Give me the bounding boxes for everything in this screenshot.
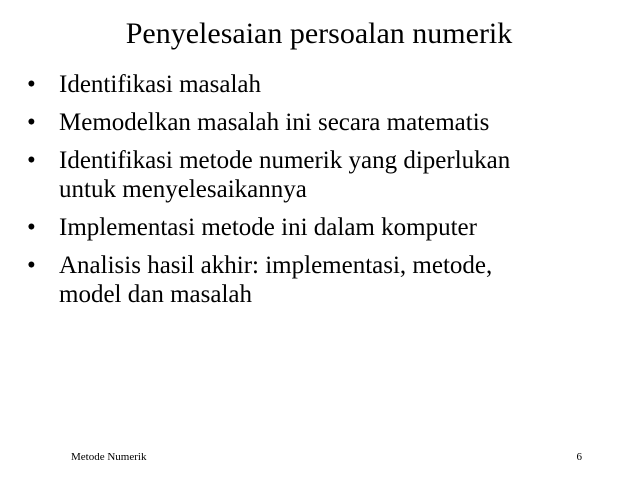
bullet-text: Memodelkan masalah ini secara matematis — [59, 109, 490, 136]
bullet-list — [27, 70, 627, 318]
bullet-marker: • — [27, 214, 36, 241]
bullet-item — [27, 108, 627, 137]
bullet-marker: • — [27, 147, 36, 174]
slide-title: Penyelesaian persoalan numerik — [125, 17, 513, 50]
bullet-text-continuation: untuk menyelesaikannya — [59, 176, 307, 203]
bullet-marker: • — [27, 109, 36, 136]
bullet-item — [27, 70, 627, 99]
bullet-item — [27, 146, 627, 204]
bullet-text: Implementasi metode ini dalam komputer — [59, 214, 477, 241]
bullet-marker: • — [27, 71, 36, 98]
bullet-marker: • — [27, 252, 36, 279]
bullet-text: Identifikasi masalah — [59, 71, 262, 98]
bullet-text: Analisis hasil akhir: implementasi, metode, — [59, 252, 493, 279]
bullet-item — [27, 251, 627, 309]
bullet-text-continuation: model dan masalah — [59, 281, 252, 308]
footer-page-number: 6 — [576, 451, 582, 463]
footer-course-name: Metode Numerik — [71, 451, 147, 463]
bullet-item — [27, 213, 627, 242]
bullet-text: Identifikasi metode numerik yang diperlukan — [59, 147, 511, 174]
